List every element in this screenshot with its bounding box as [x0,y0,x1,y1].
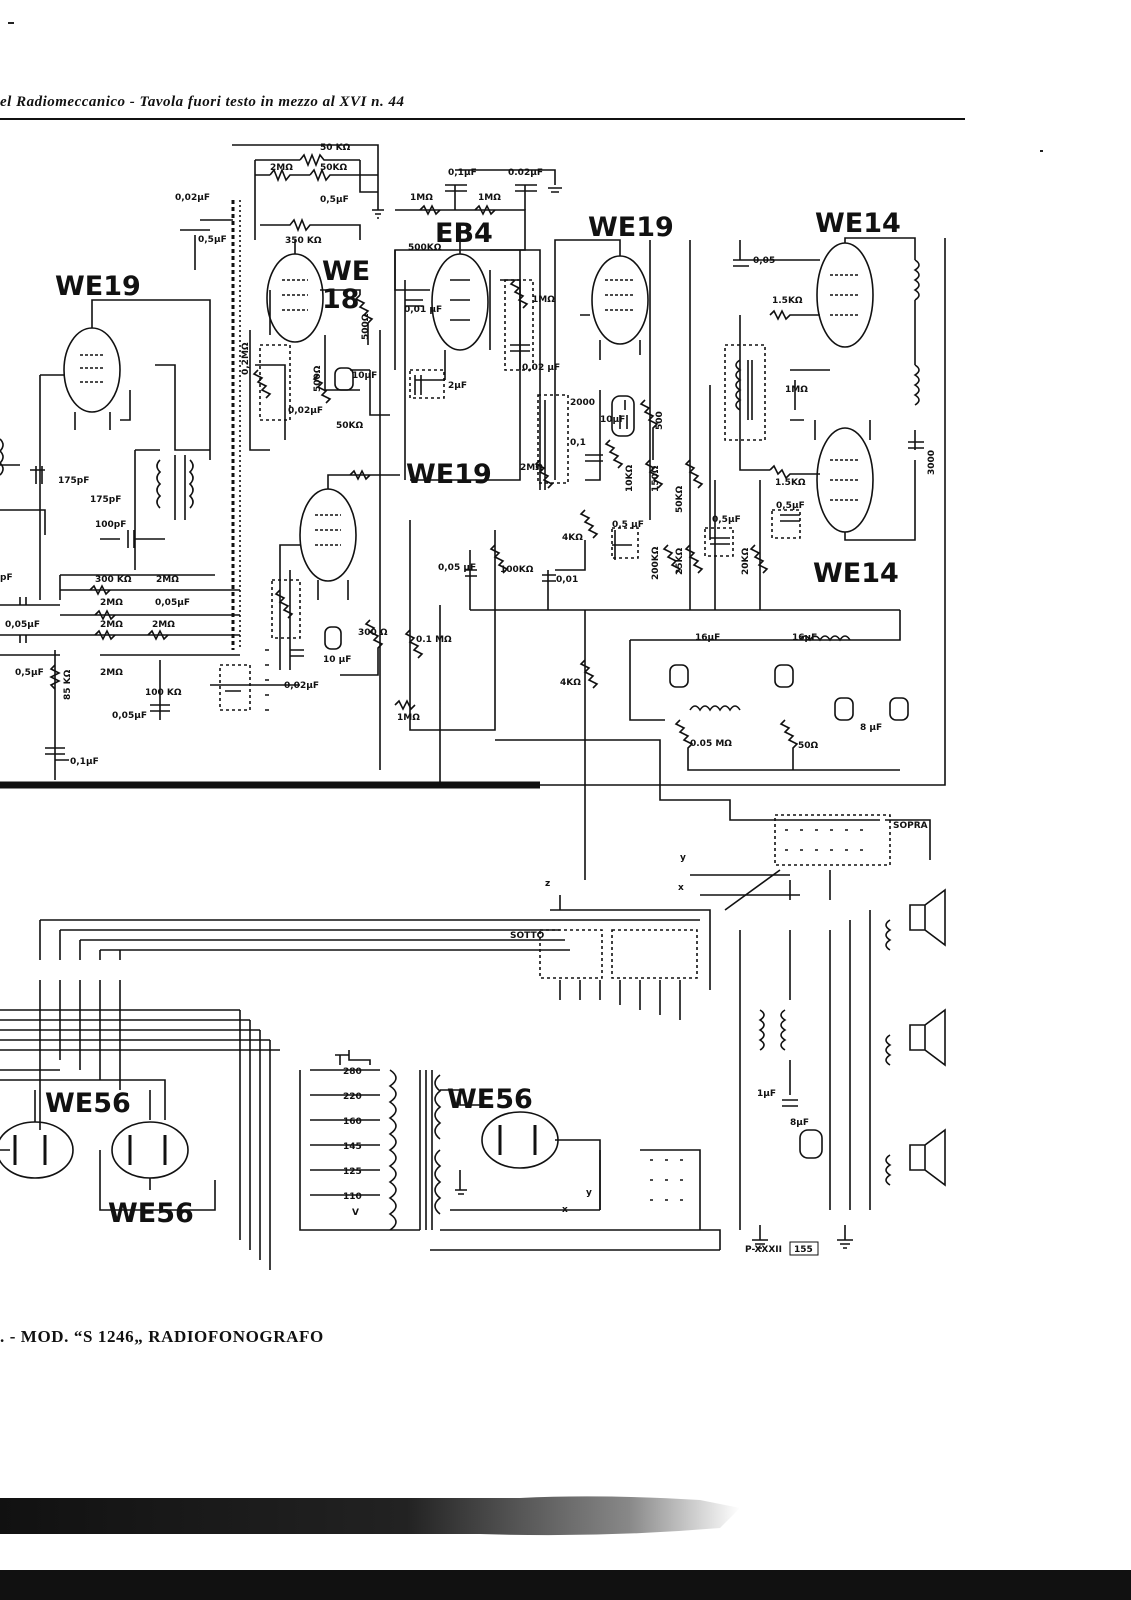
switch-label-y2: y [586,1188,592,1198]
component-label: 50KΩ [320,163,348,173]
component-label: 2MΩ [100,598,123,608]
component-label: 20KΩ [741,547,751,575]
component-label: 16μF [695,633,721,643]
component-label: 1MΩ [397,713,420,723]
component-label: 0,5μF [198,235,227,245]
component-label: 1.5KΩ [772,296,803,306]
component-label: 0,05μF [5,620,40,630]
component-label: 50 KΩ [320,143,351,153]
tube-we56-bottom [112,1122,188,1178]
tube-eb4 [432,254,488,350]
component-label: 16μF [792,633,818,643]
tube-label-we56-bottom: WE56 [108,1198,194,1229]
component-label: 2MΩ [520,463,543,473]
component-label: 50Ω [798,741,819,751]
component-label: 0,01 μF [404,305,443,315]
component-label: 0,01 [556,575,579,585]
component-label: 100 KΩ [145,688,182,698]
tube-label-eb4: EB4 [435,218,493,249]
component-label: 100pF [95,520,127,530]
header-title: el Radiomeccanico - Tavola fuori testo in mezzo al XVI n. 44 [0,94,405,110]
component-label: 0.02μF [508,168,543,178]
component-label: 0,5μF [776,501,805,511]
component-label: 0,1 [570,438,586,448]
voltage-tap: 280 [343,1067,362,1077]
component-label: 0,02μF [175,193,210,203]
component-label: 0,02μF [288,406,323,416]
reference-box: 155 [794,1245,813,1255]
figure-caption: . - MOD. “S 1246„ RADIOFONOGRAFO [0,1327,324,1346]
speck [8,22,14,24]
component-label: 0,05 [753,256,776,266]
component-label: 0,5μF [15,668,44,678]
component-label: 2μF [448,381,468,391]
speck [1040,150,1043,152]
switch-label-z: z [545,879,551,889]
tube-we56-left [0,1122,73,1178]
tube-we19-top [592,256,648,344]
component-label: 1MΩ [532,295,555,305]
component-label: 2MΩ [270,163,293,173]
component-label: 500Ω [313,365,323,392]
component-label: 10 μF [323,655,352,665]
component-label: 500KΩ [408,243,442,253]
tube-label-we18-line1: WE [322,256,371,287]
component-label: 0,1μF [70,757,99,767]
switch-label-x2: x [562,1205,568,1215]
component-label: 3000 [927,449,937,475]
tube-we19-left [64,328,120,412]
component-label: 150Ω [651,465,661,492]
circuit-schematic [0,130,980,1270]
header-rule [0,118,965,120]
component-label: 10μF [600,415,626,425]
tube-label-we18-line2: 18 [322,284,360,315]
component-label: 2MΩ [152,620,175,630]
component-label: 0.05 MΩ [690,739,732,749]
component-label: 500 [655,411,665,430]
component-label: 85 KΩ [63,669,73,700]
component-label: 8μF [790,1118,810,1128]
tube-label-we56-right: WE56 [447,1084,533,1115]
component-label: 0,05μF [155,598,190,608]
voltage-tap: 220 [343,1092,362,1102]
component-label: 2MΩ [100,668,123,678]
tube-label-we19-mid: WE19 [406,459,492,490]
component-label: 175pF [90,495,122,505]
tube-we18 [267,254,323,342]
component-label: 2MΩ [156,575,179,585]
component-label: 0,5μF [712,515,741,525]
component-label: 175pF [58,476,90,486]
component-label: 300 Ω [358,628,388,638]
component-label: 10KΩ [625,464,635,492]
component-label: 50KΩ [675,485,685,513]
component-label: 100KΩ [500,565,534,575]
component-label: 0,1μF [448,168,477,178]
component-label: 1μF [757,1089,777,1099]
component-label: 0.1 MΩ [416,635,452,645]
component-label: 2000 [570,398,596,408]
print-smudge [0,1488,760,1544]
component-label: 0,02μF [284,681,319,691]
switch-label-sopra: SOPRA [893,821,928,831]
tube-label-we56-left: WE56 [45,1088,131,1119]
component-label: 1MΩ [785,385,808,395]
component-label: 0,2MΩ [241,342,251,375]
component-label: 0,05 μF [438,563,477,573]
component-label: 50KΩ [336,421,364,431]
switch-label-x: x [678,883,684,893]
switch-label-sotto: SOTTO [510,931,545,941]
voltage-tap: 145 [343,1142,362,1152]
tube-we19-mid [300,489,356,581]
component-label: 0,5 μF [612,520,644,530]
tube-label-we14-top: WE14 [815,208,901,239]
component-label: 1MΩ [478,193,501,203]
voltage-tap: 125 [343,1167,362,1177]
voltage-tap: 110 [343,1192,362,1202]
component-label: 500Ω [361,313,371,340]
voltage-tap: 160 [343,1117,362,1127]
voltage-tap: V [352,1208,359,1218]
component-label: 10μF [352,371,378,381]
component-label: pF [0,573,13,583]
component-label: 300 KΩ [95,575,132,585]
component-label: 8 μF [860,723,883,733]
bottom-bar [0,1570,1131,1600]
reference-code: P-XXXII [745,1245,782,1255]
component-label: 0,5μF [320,195,349,205]
component-label: 0,02 μF [522,363,561,373]
tube-label-we19-left: WE19 [55,271,141,302]
component-label: 1.5KΩ [775,478,806,488]
tube-label-we19-top: WE19 [588,212,674,243]
tube-we56-right [482,1112,558,1168]
switch-label-y: y [680,853,686,863]
component-label: 0,05μF [112,711,147,721]
component-label: 1MΩ [410,193,433,203]
tube-label-we14-bottom: WE14 [813,558,899,589]
component-label: 4KΩ [560,678,581,688]
component-label: 350 KΩ [285,236,322,246]
component-label: 200KΩ [651,546,661,580]
component-label: 2MΩ [100,620,123,630]
component-label: 25KΩ [675,547,685,575]
component-label: 4KΩ [562,533,583,543]
